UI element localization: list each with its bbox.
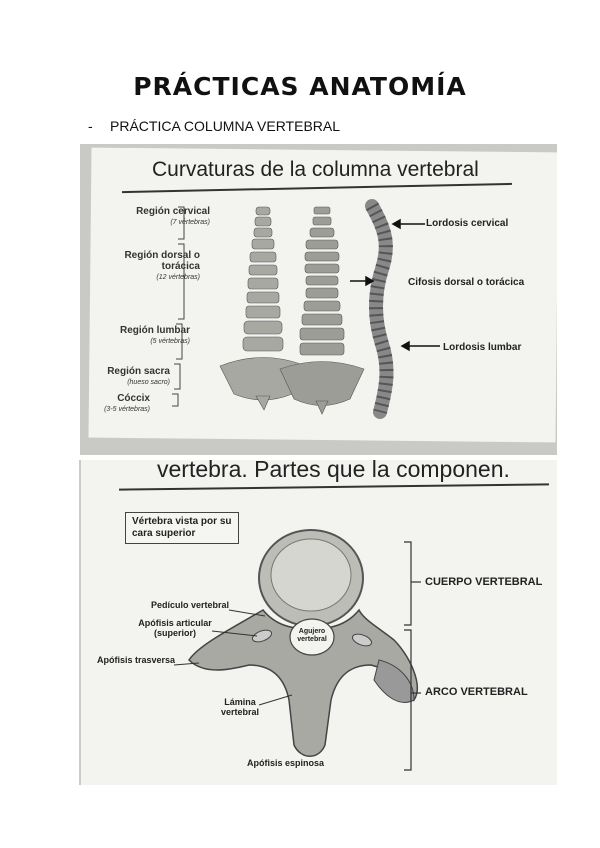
view-caption-box: Vértebra vista por su cara superior <box>125 512 239 544</box>
label-arco: ARCO VERTEBRAL <box>425 686 528 698</box>
vertebra-heading: vertebra. Partes que la componen. <box>157 460 510 482</box>
section-title: PRÁCTICA COLUMNA VERTEBRAL <box>110 118 341 134</box>
curv-cervical: Lordosis cervical <box>426 218 509 229</box>
curvatures-heading: Curvaturas de la columna vertebral <box>152 158 479 181</box>
region-sacra: Región sacra (hueso sacro) <box>107 366 170 386</box>
label-lamina: Lámina vertebral <box>220 697 260 717</box>
label-agujero: Agujero vertebral <box>297 628 327 643</box>
vertebra-parts-photo <box>79 460 557 785</box>
region-dorsal: Región dorsal o torácica (12 vértebras) <box>124 250 200 281</box>
curv-lumbar: Lordosis lumbar <box>443 342 522 353</box>
bullet-dash: - <box>88 118 93 134</box>
label-espinosa: Apófisis espinosa <box>247 758 325 768</box>
label-articular: Apófisis articular (superior) <box>138 618 212 638</box>
region-coccyx: Cóccix (3-5 vértebras) <box>104 393 150 413</box>
label-pediculo: Pedículo vertebral <box>151 600 230 610</box>
spine-curvatures-photo <box>80 144 557 455</box>
curv-dorsal: Cifosis dorsal o torácica <box>408 277 525 288</box>
region-lumbar: Región lumbar (5 vértebras) <box>119 325 190 345</box>
region-cervical: Región cervical (7 vértebras) <box>136 206 210 226</box>
section-bullet <box>88 118 340 134</box>
label-trasversa: Apófisis trasversa <box>97 655 176 665</box>
document-title: PRÁCTICAS ANATOMÍA <box>133 72 467 101</box>
spine-drawings <box>80 144 557 455</box>
label-cuerpo: CUERPO VERTEBRAL <box>425 576 543 588</box>
